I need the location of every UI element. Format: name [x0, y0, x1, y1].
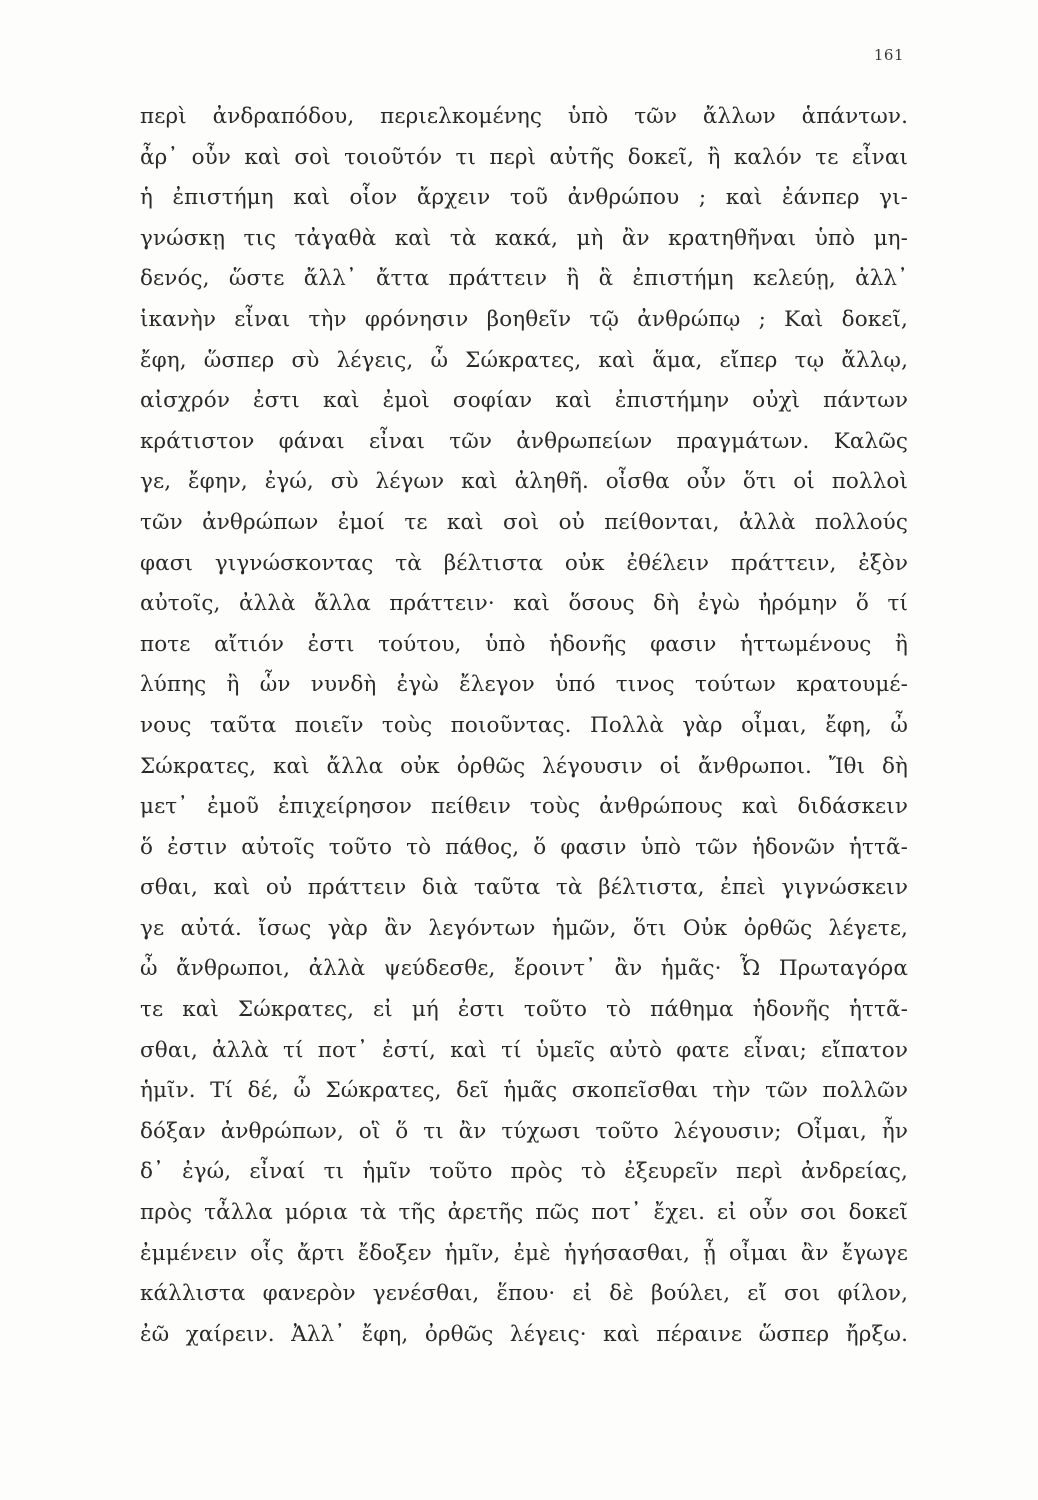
text-line: νους ταῦτα ποιεῖν τοὺς ποιοῦντας. Πολλὰ γὰρ οἶμαι, ἔφη, ὦ: [140, 712, 908, 738]
text-line: Σώκρατες, καὶ ἄλλα οὐκ ὀρθῶς λέγουσιν οἱ ἄνθρωποι. Ἴθι δὴ: [140, 753, 908, 779]
text-line: τε καὶ Σώκρατες, εἰ μή ἐστι τοῦτο τὸ πάθημα ἡδονῆς ἡττᾶ-: [140, 997, 908, 1023]
text-line: σθαι, ἀλλὰ τί ποτ᾽ ἐστί, καὶ τί ὑμεῖς αὐτὸ φατε εἶναι; εἴπατον: [140, 1037, 908, 1063]
text-line: πρὸς τἆλλα μόρια τὰ τῆς ἀρετῆς πῶς ποτ᾽ ἔχει. εἰ οὖν σοι δοκεῖ: [140, 1200, 908, 1226]
text-line: γνώσκῃ τις τἀγαθὰ καὶ τὰ κακά, μὴ ἂν κρατηθῆναι ὑπὸ μη-: [140, 225, 908, 251]
text-line: μετ᾽ ἐμοῦ ἐπιχείρησον πείθειν τοὺς ἀνθρώπους καὶ διδάσκειν: [140, 794, 908, 820]
text-line: περὶ ἀνδραπόδου, περιελκομένης ὑπὸ τῶν ἄλλων ἁπάντων.: [140, 104, 908, 129]
page-number: 161: [873, 46, 904, 64]
text-line: κράτιστον φάναι εἶναι τῶν ἀνθρωπείων πραγμάτων. Καλῶς: [140, 428, 908, 454]
text-line: ὅ ἐστιν αὐτοῖς τοῦτο τὸ πάθος, ὅ φασιν ὑπὸ τῶν ἡδονῶν ἡττᾶ-: [140, 834, 908, 860]
text-line: τῶν ἀνθρώπων ἐμοί τε καὶ σοὶ οὐ πείθονται, ἀλλὰ πολλούς: [140, 509, 908, 535]
text-line: ἆρ᾽ οὖν καὶ σοὶ τοιοῦτόν τι περὶ αὐτῆς δοκεῖ, ἢ καλόν τε εἶναι: [140, 144, 908, 170]
text-line: δ᾽ ἐγώ, εἶναί τι ἡμῖν τοῦτο πρὸς τὸ ἐξευρεῖν περὶ ἀνδρείας,: [140, 1159, 908, 1185]
text-line: γε, ἔφην, ἐγώ, σὺ λέγων καὶ ἀληθῆ. οἶσθα οὖν ὅτι οἱ πολλοὶ: [140, 469, 908, 495]
text-line: ἐμμένειν οἷς ἄρτι ἔδοξεν ἡμῖν, ἐμὲ ἡγήσασθαι, ᾗ οἶμαι ἂν ἔγωγε: [140, 1240, 908, 1266]
text-line: ἡμῖν. Τί δέ, ὦ Σώκρατες, δεῖ ἡμᾶς σκοπεῖσθαι τὴν τῶν πολλῶν: [140, 1078, 908, 1104]
text-line: ποτε αἴτιόν ἐστι τούτου, ὑπὸ ἡδονῆς φασιν ἡττωμένους ἢ: [140, 631, 908, 657]
text-line: δενός, ὥστε ἄλλ᾽ ἄττα πράττειν ἢ ἃ ἐπιστήμη κελεύῃ, ἀλλ᾽: [140, 266, 908, 292]
text-line: ἡ ἐπιστήμη καὶ οἷον ἄρχειν τοῦ ἀνθρώπου ; καὶ ἐάνπερ γι-: [140, 185, 908, 211]
text-line: φασι γιγνώσκοντας τὰ βέλτιστα οὐκ ἐθέλειν πράττειν, ἐξὸν: [140, 550, 908, 576]
text-line: ἱκανὴν εἶναι τὴν φρόνησιν βοηθεῖν τῷ ἀνθρώπῳ ; Καὶ δοκεῖ,: [140, 306, 908, 332]
text-line: αὐτοῖς, ἀλλὰ ἄλλα πράττειν· καὶ ὅσους δὴ ἐγὼ ἠρόμην ὅ τί: [140, 591, 908, 617]
text-line: δόξαν ἀνθρώπων, οἳ ὅ τι ἂν τύχωσι τοῦτο λέγουσιν; Οἶμαι, ἦν: [140, 1118, 908, 1144]
text-line: ἐῶ χαίρειν. Ἀλλ᾽ ἔφη, ὀρθῶς λέγεις· καὶ πέραινε ὥσπερ ἤρξω.: [140, 1321, 908, 1347]
text-line: σθαι, καὶ οὐ πράττειν διὰ ταῦτα τὰ βέλτιστα, ἐπεὶ γιγνώσκειν: [140, 875, 908, 901]
text-line: ὦ ἄνθρωποι, ἀλλὰ ψεύδεσθε, ἔροιντ᾽ ἂν ἡμᾶς· Ὦ Πρωταγόρα: [140, 956, 908, 982]
text-line: γε αὐτά. ἴσως γὰρ ἂν λεγόντων ἡμῶν, ὅτι Οὐκ ὀρθῶς λέγετε,: [140, 915, 908, 941]
text-line: λύπης ἢ ὧν νυνδὴ ἐγὼ ἔλεγον ὑπό τινος τούτων κρατουμέ-: [140, 672, 908, 698]
text-line: κάλλιστα φανερὸν γενέσθαι, ἕπου· εἰ δὲ βούλει, εἴ σοι φίλον,: [140, 1281, 908, 1307]
text-line: αἰσχρόν ἐστι καὶ ἐμοὶ σοφίαν καὶ ἐπιστήμην οὐχὶ πάντων: [140, 388, 908, 414]
text-line: ἔφη, ὥσπερ σὺ λέγεις, ὦ Σώκρατες, καὶ ἅμα, εἴπερ τῳ ἄλλῳ,: [140, 347, 908, 373]
greek-text-block: [140, 97, 908, 1355]
